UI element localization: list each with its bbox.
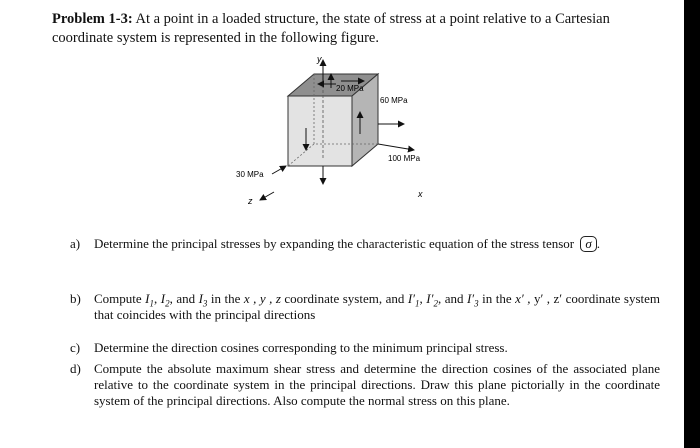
question-a: a) Determine the principal stresses by expanding the characteristic equation of the stress tensor σ . bbox=[70, 236, 601, 251]
x-axis-label: x bbox=[418, 189, 423, 199]
question-b-rest: y′ , z′ coordinate system that coincides with the principal directions bbox=[94, 291, 661, 322]
question-c-label: c) bbox=[70, 340, 81, 355]
stress-tensor-symbol: σ bbox=[580, 236, 596, 252]
question-a-text: Determine the principal stresses by expanding the characteristic equation of the stress tensor bbox=[94, 236, 575, 251]
problem-statement bbox=[52, 10, 662, 48]
question-c bbox=[70, 340, 660, 356]
z-axis-arrow bbox=[260, 192, 274, 200]
problem-heading: Problem 1-3: bbox=[52, 11, 133, 27]
stress-left-label: 30 MPa bbox=[236, 170, 264, 179]
question-b-label: b) bbox=[70, 291, 81, 306]
question-d-label: d) bbox=[70, 361, 81, 376]
stress-shear-label: 60 MPa bbox=[380, 96, 408, 105]
question-c-text: Determine the direction cosines corresponding to the minimum principal stress. bbox=[94, 340, 508, 355]
z-axis-label: z bbox=[248, 196, 253, 206]
question-d bbox=[70, 361, 660, 409]
y-axis-label: y bbox=[317, 54, 322, 64]
question-a-label: a) bbox=[70, 236, 81, 251]
problem-text: At a point in a loaded structure, the state of stress at a point relative to a Cartesian coordinate system is represented in the following figure. bbox=[52, 11, 610, 46]
stress-right-label: 100 MPa bbox=[388, 154, 421, 163]
question-b: b) Compute $I_1$, $I_2$, and $I_3$ in the x , y , z coordinate system, and $I'_1$, $I'_2$, and $I'_3$ in the x′ , y′ , z′ coordinate system that coincides with the principal directions bbox=[70, 291, 661, 322]
stress-element-figure bbox=[228, 54, 468, 224]
stress-top-label: 20 MPa bbox=[336, 84, 364, 93]
stress-left-arrow bbox=[272, 166, 286, 174]
question-d-text: Compute the absolute maximum shear stress and determine the direction cosines of the associated plane relative to the coordinate system in the principal directions. Draw this plane pictorially in the coordinate system of the principal directions. Also compute the normal stress on this plane. bbox=[94, 361, 660, 408]
cube-front-face bbox=[288, 96, 352, 166]
x-axis-arrow bbox=[378, 144, 414, 150]
